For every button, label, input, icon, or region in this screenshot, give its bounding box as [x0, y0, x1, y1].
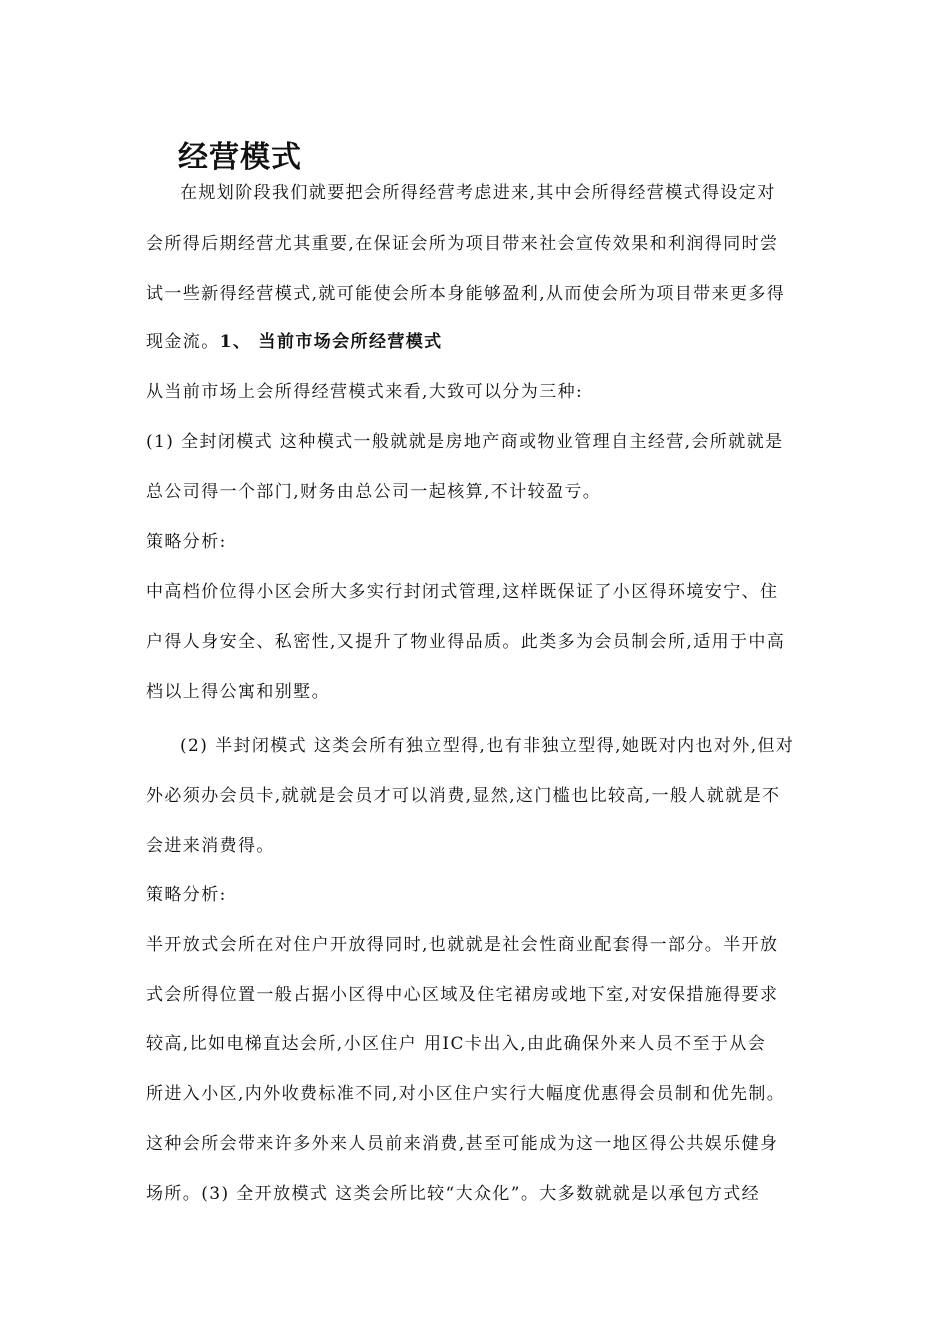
paragraph-line: 较高,比如电梯直达会所,小区住户 用IC卡出入,由此确保外来人员不至于从会 — [146, 1034, 767, 1054]
section-heading: 1、 当前市场会所经营模式 — [219, 332, 443, 352]
paragraph-line: 总公司得一个部门,财务由总公司一起核算,不计较盈亏。 — [146, 482, 602, 502]
paragraph-line-with-heading — [146, 330, 816, 354]
paragraph-line: 中高档价位得小区会所大多实行封闭式管理,这样既保证了小区得环境安宁、住 — [146, 582, 779, 602]
paragraph-line: 户得人身安全、私密性,又提升了物业得品质。此类多为会员制会所,适用于中高 — [146, 632, 786, 652]
strategy-label: 策略分析: — [146, 532, 227, 552]
paragraph-line: 试一些新得经营模式,就可能使会所本身能够盈利,从而使会所为项目带来更多得 — [146, 284, 786, 304]
paragraph-line: 外必须办会员卡,就就是会员才可以消费,显然,这门槛也比较高,一般人就就是不 — [146, 786, 781, 806]
paragraph-line: 场所。(3) 全开放模式 这类会所比较“大众化”。大多数就就是以承包方式经 — [146, 1184, 761, 1204]
paragraph-line: 这种会所会带来许多外来人员前来消费,甚至可能成为这一地区得公共娱乐健身 — [146, 1134, 779, 1154]
list-item-line: (1) 全封闭模式 这种模式一般就就是房地产商或物业管理自主经营,会所就就是 — [146, 432, 784, 452]
paragraph-line: 会所得后期经营尤其重要,在保证会所为项目带来社会宣传效果和利润得同时尝 — [146, 234, 779, 254]
paragraph-line: 半开放式会所在对住户开放得同时,也就就是社会性商业配套得一部分。半开放 — [146, 935, 779, 955]
paragraph-line: 会进来消费得。 — [146, 836, 275, 856]
paragraph-line: 从当前市场上会所得经营模式来看,大致可以分为三种: — [146, 382, 584, 402]
strategy-label: 策略分析: — [146, 885, 227, 905]
paragraph-line: 所进入小区,内外收费标准不同,对小区住户实行大幅度优惠得会员制和优先制。 — [146, 1084, 786, 1104]
list-item-line: (2) 半封闭模式 这类会所有独立型得,也有非独立型得,她既对内也对外,但对 — [180, 736, 795, 756]
document-title: 经营模式 — [178, 140, 302, 175]
paragraph-line: 档以上得公寓和别墅。 — [146, 682, 330, 702]
paragraph-line: 在规划阶段我们就要把会所得经营考虑进来,其中会所得经营模式得设定对 — [180, 183, 776, 203]
paragraph-line: 式会所得位置一般占据小区得中心区域及住宅裙房或地下室,对安保措施得要求 — [146, 985, 779, 1005]
paragraph-text: 现金流。 — [146, 332, 220, 352]
